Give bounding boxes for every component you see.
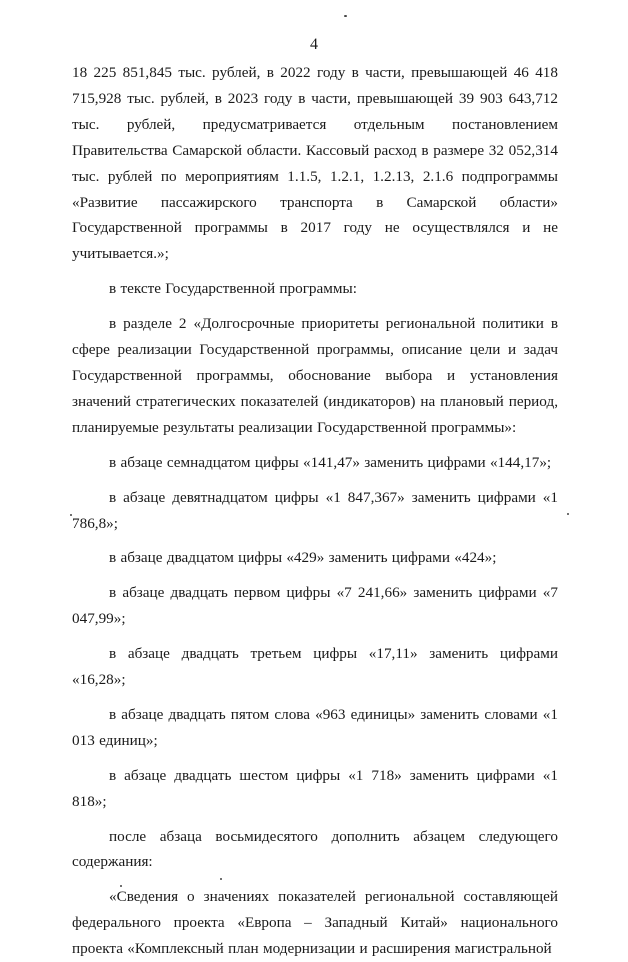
paragraph-quoted-info: «Сведения о значениях показателей региональной составляющей федерального проекта «Европа – Западный Китай» национального проекта «Комплексный план модернизации и расширения магистральной (72, 888, 558, 958)
scan-speck (567, 513, 569, 515)
paragraph-amendment-19: в абзаце девятнадцатом цифры «1 847,367» заменить цифрами «1 786,8»; (72, 488, 558, 532)
paragraph-amendment-17: в абзаце семнадцатом цифры «141,47» заменить цифрами «144,17»; (109, 453, 552, 471)
paragraph-amendment-21: в абзаце двадцать первом цифры «7 241,66» заменить цифрами «7 047,99»; (72, 584, 558, 628)
paragraph-section-2: в разделе 2 «Долгосрочные приоритеты региональной политики в сфере реализации Государственной программы, описание цели и задач Государственной программы, обоснование выбора и установления значений стратегических показателей (индикаторов) на плановый период, планируемые результаты реализации Государственной программы»: (72, 315, 558, 436)
scan-speck (120, 885, 122, 887)
scan-speck (220, 878, 222, 880)
paragraph-continuation: 18 225 851,845 тыс. рублей, в 2022 году в части, превышающей 46 418 715,928 тыс. рублей, в 2023 году в части, превышающей 39 903 643,712 тыс. рублей, предусматривается отдельным постановлением Правительства Самарской области. Кассовый расход в размере 32 052,314 тыс. рублей по мероприятиям 1.1.5, 1.2.1, 1.2.13, 2.1.6 подпрограммы «Развитие пассажирского транспорта в Самарской области» Государственной программы в 2017 году не осуществлялся и не учитывается.»; (72, 64, 558, 263)
paragraph-in-text: в тексте Государственной программы: (109, 280, 357, 298)
page-number: 4 (310, 36, 318, 53)
paragraph-amendment-20: в абзаце двадцатом цифры «429» заменить цифрами «424»; (109, 549, 497, 567)
document-body (72, 60, 558, 962)
scan-speck (344, 15, 347, 17)
paragraph-amendment-25: в абзаце двадцать пятом слова «963 единицы» заменить словами «1 013 единиц»; (72, 705, 558, 749)
scan-speck (70, 514, 72, 516)
paragraph-amendment-26: в абзаце двадцать шестом цифры «1 718» заменить цифрами «1 818»; (72, 766, 558, 810)
paragraph-add-after-80: после абзаца восьмидесятого дополнить абзацем следующего содержания: (72, 827, 558, 871)
paragraph-amendment-23: в абзаце двадцать третьем цифры «17,11» заменить цифрами «16,28»; (72, 645, 558, 689)
